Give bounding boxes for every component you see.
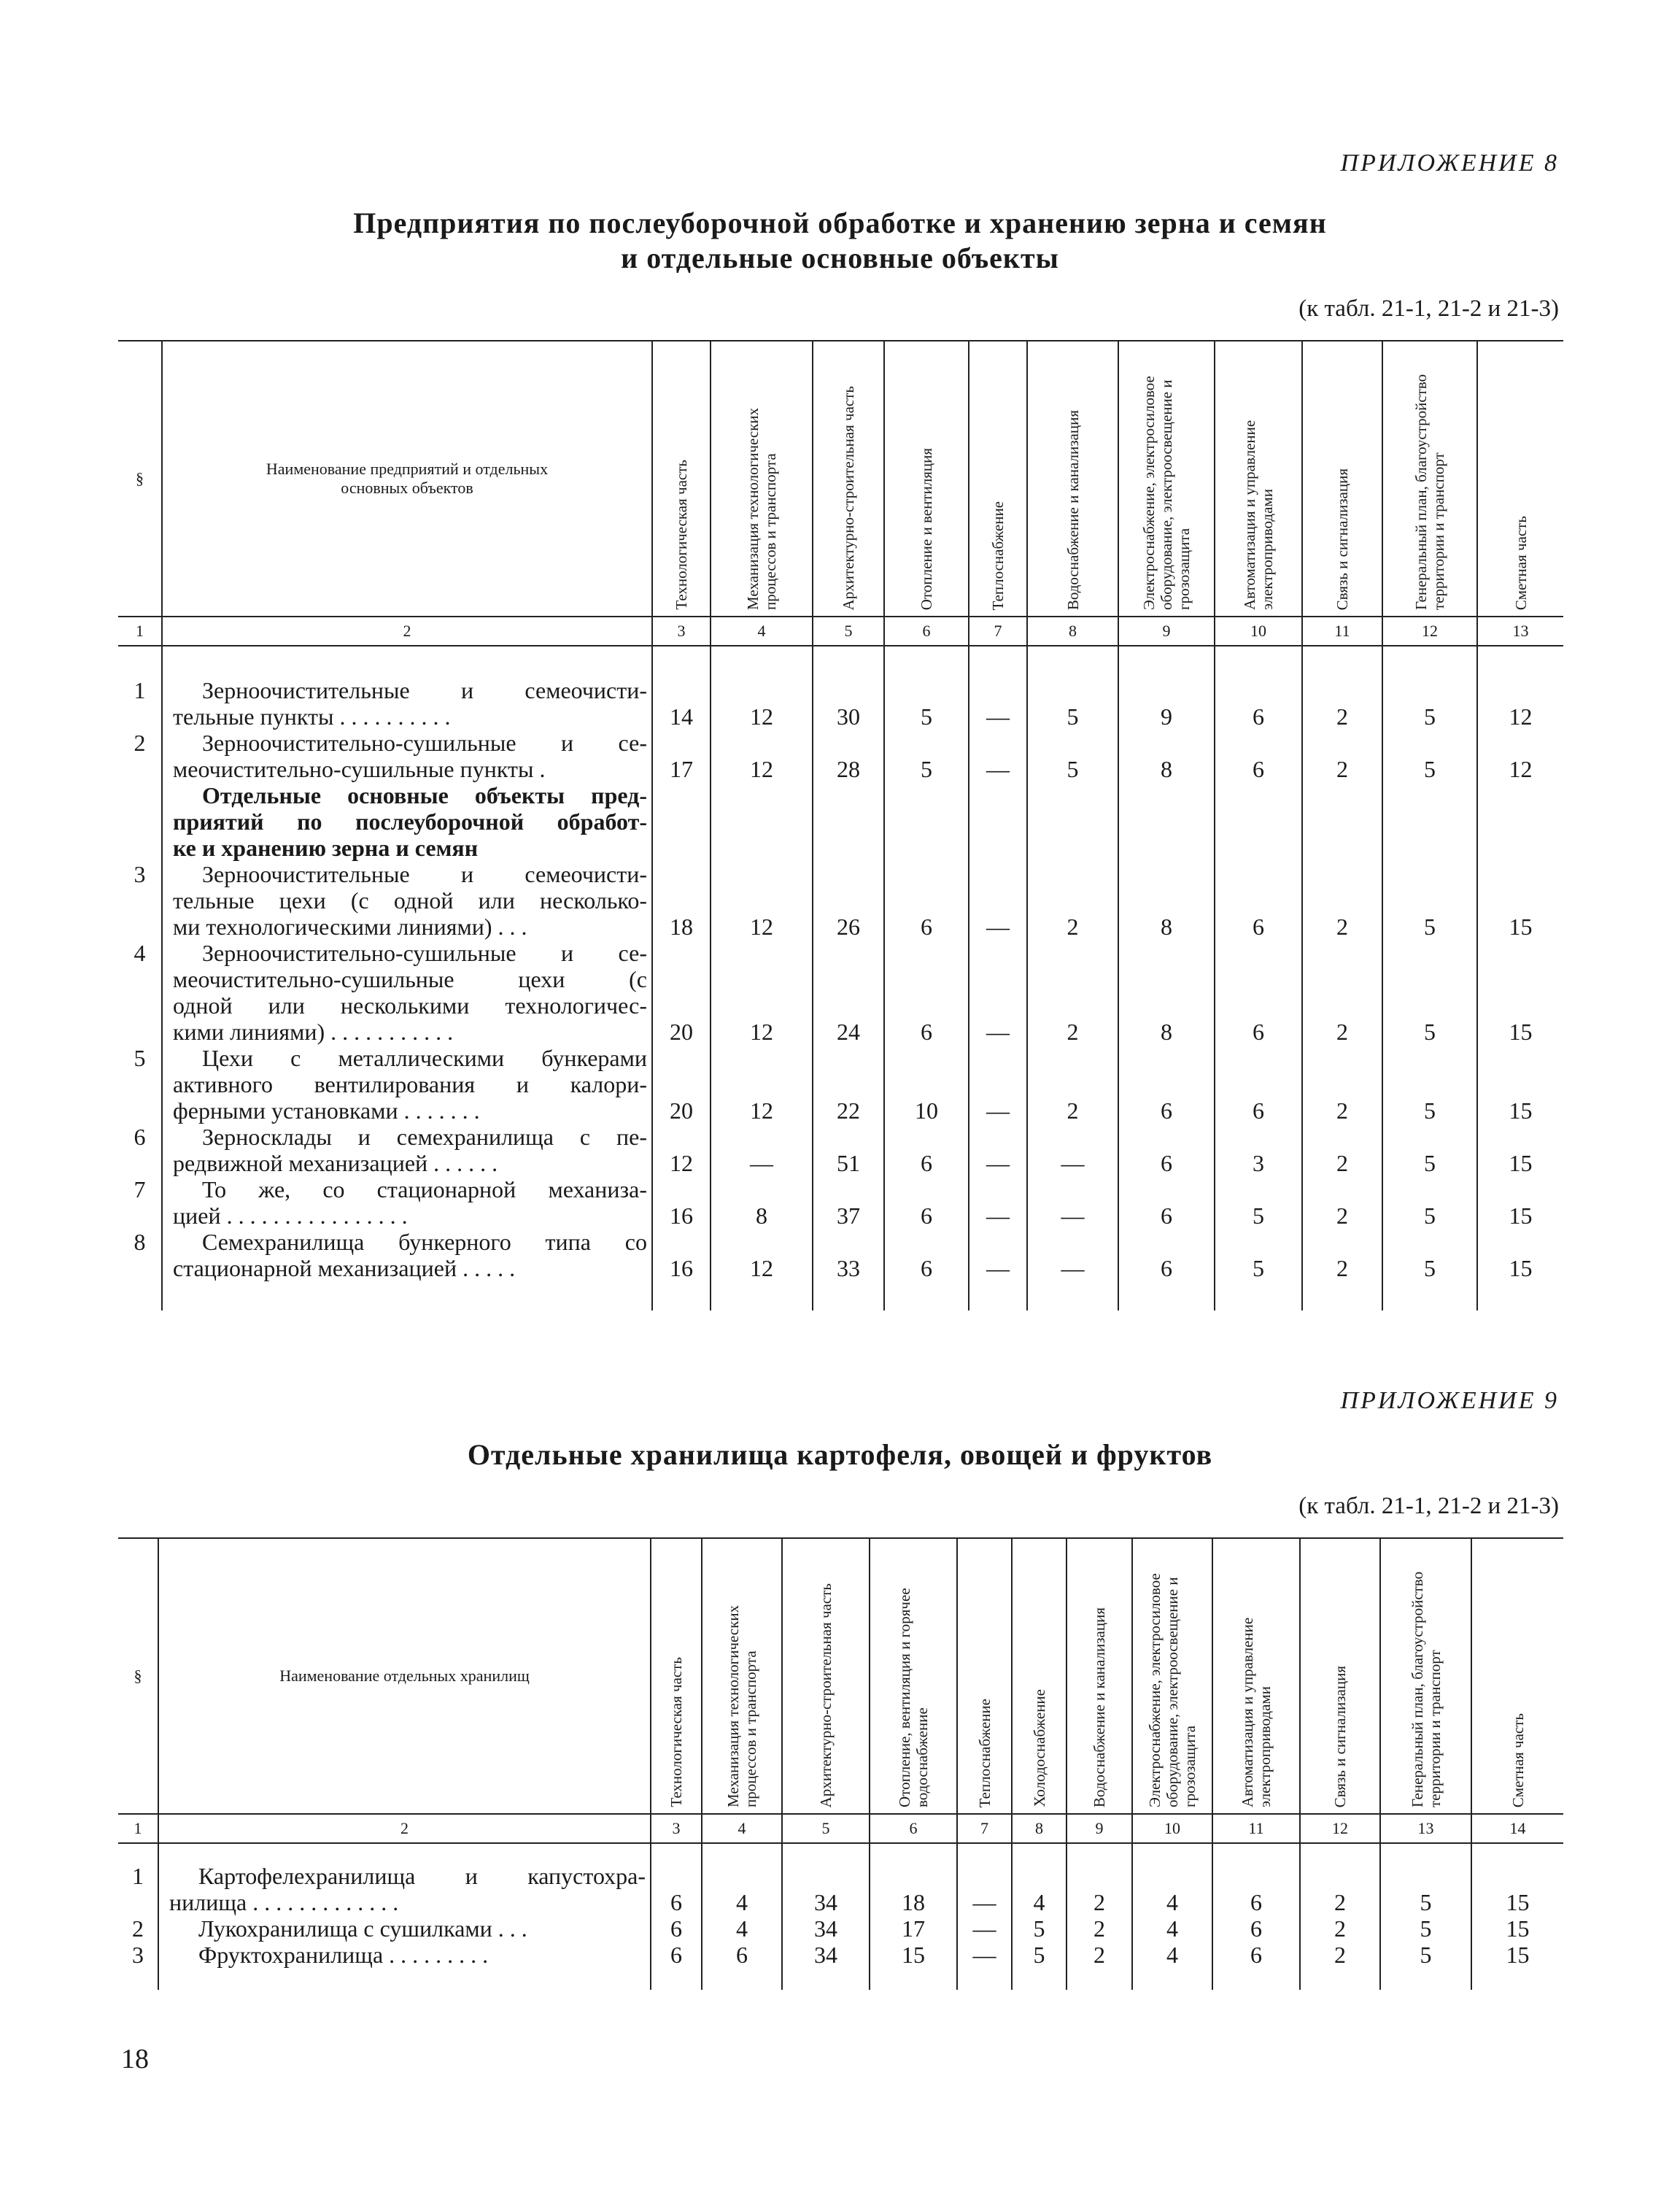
row-name-line: меочистительно-сушильные пункты . [173, 756, 546, 782]
column-number: 4 [711, 617, 813, 646]
row-name-line: стационарной механизацией . . . . . [173, 1255, 516, 1281]
appendix-8-ref: (к табл. 21-1, 21-2 и 21-3) [1298, 296, 1559, 322]
cell-value [711, 782, 813, 861]
cell-value: 17 [870, 1915, 957, 1942]
row-name [158, 1942, 651, 1968]
row-name-line: Цехи с металлическими бункерами [202, 1045, 647, 1071]
row-name [162, 861, 652, 940]
appendix-8-label: ПРИЛОЖЕНИЕ 8 [1340, 150, 1559, 177]
cell-value: 4 [702, 1915, 782, 1942]
cell-value: 34 [782, 1843, 870, 1915]
row-number [118, 782, 162, 861]
column-number: 3 [651, 1814, 702, 1843]
cell-value [884, 782, 969, 861]
cell-value [652, 782, 711, 861]
column-header: Сметная часть [1471, 1538, 1563, 1814]
column-header: Технологическая часть [651, 1538, 702, 1814]
cell-value: 6 [1212, 1915, 1300, 1942]
tail-cell [118, 1281, 162, 1310]
row-name-line: кими линиями) . . . . . . . . . . . [173, 1019, 454, 1045]
cell-value: 2 [1302, 1176, 1382, 1229]
column-number: 8 [1027, 617, 1118, 646]
table-row [118, 1176, 1563, 1229]
row-name-line: тельные пункты . . . . . . . . . . [173, 703, 451, 730]
cell-value: — [711, 1124, 813, 1176]
cell-value: 6 [1212, 1843, 1300, 1915]
cell-value: 12 [1477, 730, 1563, 782]
column-header: Технологическая часть [652, 341, 711, 617]
row-name-line: нилища . . . . . . . . . . . . . [169, 1889, 399, 1915]
cell-value: 14 [652, 646, 711, 730]
row-name [162, 1176, 652, 1229]
cell-value [813, 782, 884, 861]
cell-value: 8 [1118, 940, 1215, 1045]
cell-value: 4 [1132, 1942, 1212, 1968]
cell-value: 6 [884, 861, 969, 940]
column-header: Теплоснабжение [969, 341, 1027, 617]
cell-value: 30 [813, 646, 884, 730]
column-number: 2 [162, 617, 652, 646]
cell-value: 18 [652, 861, 711, 940]
cell-value: 15 [1471, 1942, 1563, 1968]
row-name-line: тельные цехи (с одной или несколько- [173, 887, 647, 914]
cell-value: 24 [813, 940, 884, 1045]
cell-value: 6 [1215, 940, 1302, 1045]
row-name-line: Зерноочистительные и семеочисти- [202, 677, 647, 703]
cell-value: 6 [651, 1843, 702, 1915]
cell-value: 5 [1027, 730, 1118, 782]
tail-cell [1067, 1968, 1132, 1990]
cell-value: 5 [884, 646, 969, 730]
cell-value: — [969, 1124, 1027, 1176]
column-number: 9 [1067, 1814, 1132, 1843]
appendix-8-column-numbers [118, 617, 1563, 646]
cell-value: 2 [1067, 1915, 1132, 1942]
cell-value: — [969, 1176, 1027, 1229]
tail-cell [652, 1281, 711, 1310]
tail-cell [1027, 1281, 1118, 1310]
cell-value: 34 [782, 1942, 870, 1968]
row-number: 1 [133, 677, 146, 703]
tail-cell [1300, 1968, 1380, 1990]
tail-cell [870, 1968, 957, 1990]
column-number: 14 [1471, 1814, 1563, 1843]
row-name-line: одной или несколькими технологичес- [173, 992, 647, 1019]
cell-value: 5 [1382, 646, 1477, 730]
cell-value: 5 [1380, 1915, 1471, 1942]
table-row [118, 1229, 1563, 1281]
cell-value [1477, 782, 1563, 861]
row-name-line: меочистительно-сушильные цехи (с [173, 966, 647, 992]
cell-value: 5 [1382, 1124, 1477, 1176]
column-number: 11 [1212, 1814, 1300, 1843]
column-number: 4 [702, 1814, 782, 1843]
name-header: Наименование предприятий и отдельных основных объектов [162, 341, 652, 617]
cell-value: — [969, 1229, 1027, 1281]
cell-value: 4 [1132, 1843, 1212, 1915]
column-header: Сметная часть [1477, 341, 1563, 617]
tail-cell [1212, 1968, 1300, 1990]
cell-value: 2 [1027, 1045, 1118, 1124]
appendix-8-table [118, 340, 1563, 1310]
column-number: 13 [1380, 1814, 1471, 1843]
appendix-9-label: ПРИЛОЖЕНИЕ 9 [1340, 1387, 1559, 1414]
cell-value: — [969, 730, 1027, 782]
row-number: 2 [133, 730, 146, 756]
cell-value: 2 [1302, 1124, 1382, 1176]
cell-value: 12 [711, 940, 813, 1045]
column-header: Электроснабжение, электросиловое оборудование, электроосвещение и грозозащита [1132, 1538, 1212, 1814]
column-number: 9 [1118, 617, 1215, 646]
cell-value: 5 [1215, 1176, 1302, 1229]
column-number: 13 [1477, 617, 1563, 646]
column-number: 6 [870, 1814, 957, 1843]
tail-cell [162, 1281, 652, 1310]
cell-value: 20 [652, 1045, 711, 1124]
cell-value: 5 [1382, 1176, 1477, 1229]
cell-value [1118, 782, 1215, 861]
tail-cell [1382, 1281, 1477, 1310]
row-name [162, 646, 652, 730]
cell-value: 15 [1477, 940, 1563, 1045]
cell-value: 5 [1380, 1843, 1471, 1915]
column-number: 10 [1132, 1814, 1212, 1843]
appendix-9-table [118, 1537, 1563, 1990]
cell-value: 2 [1302, 861, 1382, 940]
tail-cell [711, 1281, 813, 1310]
tail-cell [969, 1281, 1027, 1310]
cell-value: 6 [884, 940, 969, 1045]
tail-cell [651, 1968, 702, 1990]
table-row [118, 1915, 1563, 1942]
tail-cell [158, 1968, 651, 1990]
tail-cell [1302, 1281, 1382, 1310]
row-number: 4 [133, 940, 146, 966]
cell-value: 4 [1132, 1915, 1212, 1942]
row-number: 3 [133, 861, 146, 887]
row-name-line: Зерноочистительно-сушильные и се- [202, 940, 647, 966]
row-name-line: Семехранилища бункерного типа со [202, 1229, 647, 1255]
row-name-line: Картофелехранилища и капустохра- [198, 1863, 646, 1889]
cell-value: 15 [870, 1942, 957, 1968]
cell-value: 15 [1477, 1124, 1563, 1176]
cell-value: 4 [702, 1843, 782, 1915]
column-header: Электроснабжение, электросиловое оборудование, электроосвещение и грозозащита [1118, 341, 1215, 617]
cell-value: 12 [711, 646, 813, 730]
column-number: 7 [969, 617, 1027, 646]
appendix-8-table-body [118, 646, 1563, 1310]
cell-value: 5 [1012, 1915, 1067, 1942]
cell-value: 2 [1300, 1915, 1380, 1942]
column-header: Генеральный план, благоустройство территории и транспорт [1382, 341, 1477, 617]
tail-cell [702, 1968, 782, 1990]
column-number: 1 [133, 1819, 142, 1837]
cell-value: 5 [1012, 1942, 1067, 1968]
cell-value: 5 [1382, 861, 1477, 940]
table-row [118, 1045, 1563, 1124]
tail-cell [118, 1968, 158, 1990]
cell-value: 12 [711, 1045, 813, 1124]
row-number: 5 [133, 1045, 146, 1071]
column-header: Холодоснабжение [1012, 1538, 1067, 1814]
cell-value: 6 [1215, 861, 1302, 940]
tail-cell [1471, 1968, 1563, 1990]
cell-value: — [1027, 1229, 1118, 1281]
column-number: 8 [1012, 1814, 1067, 1843]
cell-value: 16 [652, 1176, 711, 1229]
column-number: 1 [136, 622, 144, 640]
cell-value: — [1027, 1124, 1118, 1176]
cell-value: 5 [1382, 1045, 1477, 1124]
appendix-9-title: Отдельные хранилища картофеля, овощей и фруктов [467, 1438, 1213, 1471]
row-name-line: ферными установками . . . . . . . [173, 1097, 480, 1124]
cell-value: — [969, 940, 1027, 1045]
cell-value: — [969, 1045, 1027, 1124]
cell-value: 15 [1477, 1045, 1563, 1124]
cell-value: 2 [1027, 861, 1118, 940]
cell-value: 4 [1012, 1843, 1067, 1915]
cell-value: 6 [651, 1942, 702, 1968]
row-name [158, 1915, 651, 1942]
column-number: 12 [1300, 1814, 1380, 1843]
row-number: 3 [132, 1942, 144, 1968]
cell-value: 15 [1471, 1915, 1563, 1942]
page-number: 18 [121, 2044, 149, 2074]
cell-value: 6 [1118, 1229, 1215, 1281]
cell-value: 5 [1382, 1229, 1477, 1281]
row-name-line: цией . . . . . . . . . . . . . . . . [173, 1202, 408, 1229]
column-header: Архитектурно-строительная часть [813, 341, 884, 617]
column-number: 6 [884, 617, 969, 646]
column-header: Теплоснабжение [957, 1538, 1012, 1814]
row-name-line: ке и хранению зерна и семян [173, 835, 479, 861]
cell-value: 28 [813, 730, 884, 782]
cell-value: 5 [1382, 730, 1477, 782]
table-tail [118, 1968, 1563, 1990]
cell-value: 15 [1471, 1843, 1563, 1915]
row-name-line: Отдельные основные объекты пред- [202, 782, 647, 808]
cell-value: 2 [1302, 730, 1382, 782]
appendix-9-ref: (к табл. 21-1, 21-2 и 21-3) [1298, 1493, 1559, 1519]
column-header: Связь и сигнализация [1302, 341, 1382, 617]
name-header: Наименование отдельных хранилищ [158, 1538, 651, 1814]
column-number: 2 [158, 1814, 651, 1843]
cell-value: 17 [652, 730, 711, 782]
row-name [162, 940, 652, 1045]
appendix-9-column-numbers [118, 1814, 1563, 1843]
cell-value: 5 [1027, 646, 1118, 730]
column-header: Архитектурно-строительная часть [782, 1538, 870, 1814]
row-name-line: активного вентилирования и калори- [173, 1071, 647, 1097]
cell-value: 6 [702, 1942, 782, 1968]
cell-value: 6 [1212, 1942, 1300, 1968]
cell-value: — [969, 861, 1027, 940]
cell-value: 2 [1300, 1942, 1380, 1968]
table-tail [118, 1281, 1563, 1310]
appendix-8-header-row [118, 341, 1563, 617]
cell-value: 15 [1477, 861, 1563, 940]
section-header: § [136, 469, 144, 487]
cell-value: 6 [1118, 1124, 1215, 1176]
row-number: 1 [132, 1863, 144, 1889]
cell-value: — [957, 1843, 1012, 1915]
cell-value: — [969, 646, 1027, 730]
tail-cell [1380, 1968, 1471, 1990]
tail-cell [782, 1968, 870, 1990]
cell-value: 6 [1118, 1045, 1215, 1124]
column-header: Механизация технологических процессов и транспорта [711, 341, 813, 617]
row-name-line: Лукохранилища с сушилками . . . [198, 1915, 527, 1942]
cell-value: 6 [1215, 646, 1302, 730]
tail-cell [1012, 1968, 1067, 1990]
column-number: 3 [652, 617, 711, 646]
cell-value: 8 [1118, 730, 1215, 782]
table-row [118, 782, 1563, 861]
cell-value: 5 [1215, 1229, 1302, 1281]
cell-value: 51 [813, 1124, 884, 1176]
cell-value [1382, 782, 1477, 861]
row-name-line: приятий по послеуборочной обработ- [173, 808, 647, 835]
cell-value: 18 [870, 1843, 957, 1915]
table-row [118, 1124, 1563, 1176]
table-row [118, 1942, 1563, 1968]
cell-value [1215, 782, 1302, 861]
cell-value: 6 [884, 1176, 969, 1229]
cell-value: 9 [1118, 646, 1215, 730]
cell-value: — [957, 1915, 1012, 1942]
cell-value: 3 [1215, 1124, 1302, 1176]
table-row [118, 730, 1563, 782]
cell-value: 2 [1302, 646, 1382, 730]
cell-value [1302, 782, 1382, 861]
row-name-line: То же, со стационарной механиза- [202, 1176, 647, 1202]
cell-value: 16 [652, 1229, 711, 1281]
cell-value: 6 [1118, 1176, 1215, 1229]
row-number: 2 [132, 1915, 144, 1942]
cell-value: 2 [1027, 940, 1118, 1045]
cell-value: — [1027, 1176, 1118, 1229]
column-header: Водоснабжение и канализация [1067, 1538, 1132, 1814]
cell-value: 2 [1302, 940, 1382, 1045]
cell-value: 8 [1118, 861, 1215, 940]
cell-value: 6 [884, 1229, 969, 1281]
cell-value: 2 [1300, 1843, 1380, 1915]
tail-cell [1477, 1281, 1563, 1310]
row-name [162, 1229, 652, 1281]
cell-value: 8 [711, 1176, 813, 1229]
column-number: 12 [1382, 617, 1477, 646]
cell-value: 12 [711, 861, 813, 940]
cell-value: 2 [1302, 1229, 1382, 1281]
table-row [118, 1843, 1563, 1915]
cell-value: — [957, 1942, 1012, 1968]
cell-value: 12 [711, 730, 813, 782]
appendix-9-header-row [118, 1538, 1563, 1814]
cell-value: 6 [884, 1124, 969, 1176]
cell-value: 33 [813, 1229, 884, 1281]
cell-value: 2 [1302, 1045, 1382, 1124]
tail-cell [884, 1281, 969, 1310]
row-name [162, 1045, 652, 1124]
cell-value: 26 [813, 861, 884, 940]
cell-value: 37 [813, 1176, 884, 1229]
cell-value: 34 [782, 1915, 870, 1942]
row-name [162, 1124, 652, 1176]
column-header: Связь и сигнализация [1300, 1538, 1380, 1814]
cell-value [1027, 782, 1118, 861]
tail-cell [1118, 1281, 1215, 1310]
cell-value: 5 [884, 730, 969, 782]
cell-value: 12 [652, 1124, 711, 1176]
cell-value: 15 [1477, 1176, 1563, 1229]
column-header: Генеральный план, благоустройство территории и транспорт [1380, 1538, 1471, 1814]
column-header: Водоснабжение и канализация [1027, 341, 1118, 617]
cell-value: 22 [813, 1045, 884, 1124]
column-header: Отопление и вентиляция [884, 341, 969, 617]
row-number: 7 [133, 1176, 146, 1202]
cell-value: 12 [1477, 646, 1563, 730]
cell-value: 6 [1215, 1045, 1302, 1124]
cell-value: 2 [1067, 1843, 1132, 1915]
appendix-8-title-line2: и отдельные основные объекты [621, 242, 1059, 274]
column-number: 5 [782, 1814, 870, 1843]
column-number: 5 [813, 617, 884, 646]
column-header: Отопление, вентиляция и горячее водоснабжение [870, 1538, 957, 1814]
tail-cell [813, 1281, 884, 1310]
cell-value: 5 [1380, 1942, 1471, 1968]
row-name [162, 782, 652, 861]
cell-value: 6 [1215, 730, 1302, 782]
row-name-line: Зерноочистительные и семеочисти- [202, 861, 647, 887]
tail-cell [1132, 1968, 1212, 1990]
table-row [118, 861, 1563, 940]
tail-cell [1215, 1281, 1302, 1310]
cell-value: 2 [1067, 1942, 1132, 1968]
row-number: 8 [133, 1229, 146, 1255]
row-name [162, 730, 652, 782]
cell-value: 12 [711, 1229, 813, 1281]
section-header: § [133, 1667, 142, 1685]
column-header: Автоматизация и управление электроприводами [1212, 1538, 1300, 1814]
row-name-line: Зерноочистительно-сушильные и се- [202, 730, 647, 756]
cell-value [969, 782, 1027, 861]
cell-value: 10 [884, 1045, 969, 1124]
row-name-line: редвижной механизацией . . . . . . [173, 1150, 498, 1176]
appendix-8-title-line1: Предприятия по послеуборочной обработке и хранению зерна и семян [353, 206, 1327, 239]
table-row [118, 940, 1563, 1045]
tail-cell [957, 1968, 1012, 1990]
cell-value: 20 [652, 940, 711, 1045]
row-name-line: Зерносклады и семехранилища с пе- [202, 1124, 647, 1150]
column-header: Механизация технологических процессов и транспорта [702, 1538, 782, 1814]
column-header: Автоматизация и управление электроприводами [1215, 341, 1302, 617]
row-number: 6 [133, 1124, 146, 1150]
row-name-line: Фруктохранилища . . . . . . . . . [198, 1942, 489, 1968]
cell-value: 15 [1477, 1229, 1563, 1281]
row-name [158, 1843, 651, 1915]
appendix-9-table-body [118, 1843, 1563, 1990]
table-row [118, 646, 1563, 730]
cell-value: 5 [1382, 940, 1477, 1045]
row-name-line: ми технологическими линиями) . . . [173, 914, 527, 940]
column-number: 10 [1215, 617, 1302, 646]
column-number: 7 [957, 1814, 1012, 1843]
column-number: 11 [1302, 617, 1382, 646]
cell-value: 6 [651, 1915, 702, 1942]
